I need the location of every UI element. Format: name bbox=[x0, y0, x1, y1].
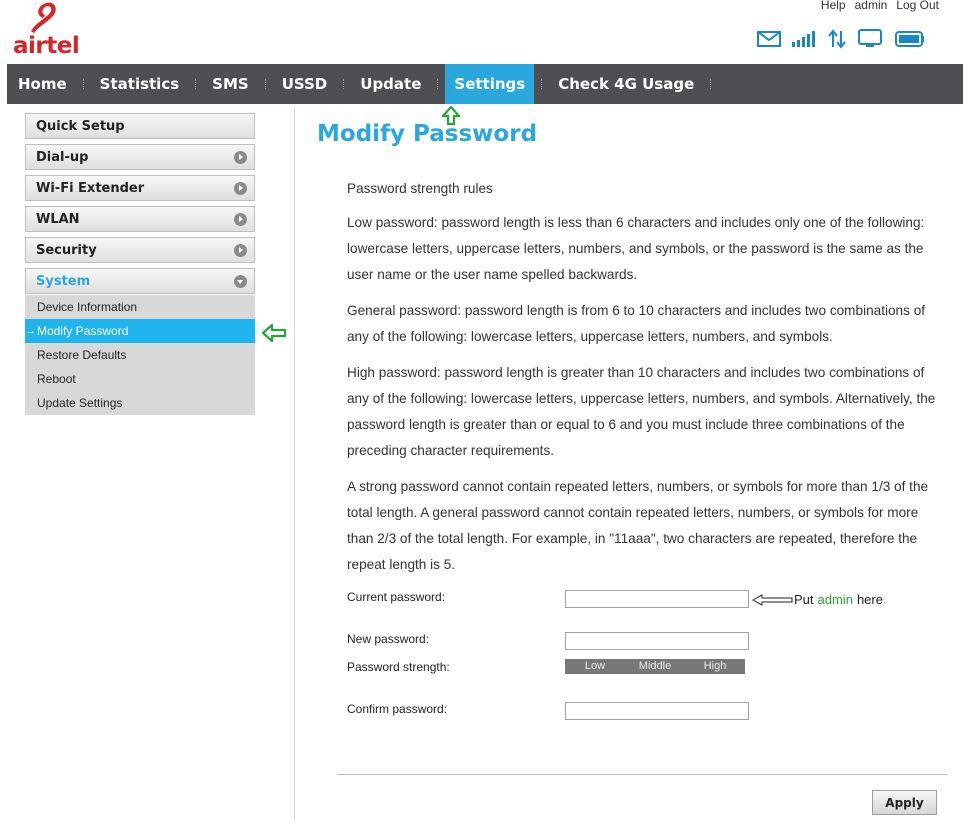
password-strength-meter bbox=[565, 659, 745, 674]
rule-high: High password: password length is greater than 10 characters and includes two combinations of any of the following: lowercase letters, uppercase letters, numbers, and symbols. Alternatively, the password length is greater than or equal to 6 and you must include three combinations of the preceding character requirements. bbox=[347, 365, 936, 458]
help-link[interactable]: Help bbox=[820, 0, 846, 12]
submenu-label: Modify Password bbox=[37, 324, 129, 338]
strength-low: Low bbox=[584, 660, 606, 672]
vertical-divider bbox=[294, 108, 295, 820]
sidebar-item-wlan[interactable] bbox=[25, 206, 255, 232]
signal-icon bbox=[791, 30, 817, 48]
sidebar-item-label: Dial-up bbox=[36, 149, 89, 165]
nav-settings[interactable]: Settings bbox=[445, 64, 534, 104]
nav-separator bbox=[83, 79, 84, 89]
confirm-password-input[interactable] bbox=[565, 702, 749, 720]
battery-icon bbox=[895, 30, 925, 48]
username-label: admin bbox=[854, 0, 888, 12]
sidebar-item-label: Security bbox=[36, 242, 97, 258]
mail-icon[interactable] bbox=[757, 30, 781, 48]
nav-separator bbox=[437, 79, 438, 89]
expand-arrow-icon bbox=[234, 151, 247, 164]
sidebar-item-security[interactable] bbox=[25, 237, 255, 263]
page-title: Modify Password bbox=[317, 121, 538, 147]
nav-sms[interactable]: SMS bbox=[212, 75, 249, 93]
top-links bbox=[821, 0, 939, 12]
new-password-input[interactable] bbox=[565, 632, 749, 650]
confirm-password-label: Confirm password: bbox=[347, 702, 448, 716]
current-password-input[interactable] bbox=[565, 590, 749, 608]
nav-statistics[interactable]: Statistics bbox=[99, 75, 180, 93]
password-rules bbox=[347, 176, 947, 588]
nav-separator bbox=[265, 79, 266, 89]
nav-separator bbox=[195, 79, 196, 89]
expand-arrow-icon bbox=[234, 182, 247, 195]
current-password-label: Current password: bbox=[347, 590, 446, 604]
nav-ussd[interactable]: USSD bbox=[281, 75, 328, 93]
apply-button[interactable]: Apply bbox=[872, 790, 937, 815]
main-nav bbox=[7, 64, 963, 104]
new-password-label: New password: bbox=[347, 632, 430, 646]
sidebar-item-label: WLAN bbox=[36, 211, 80, 227]
expand-arrow-icon bbox=[234, 244, 247, 257]
submenu-update-settings[interactable]: Update Settings bbox=[37, 396, 123, 410]
data-transfer-icon bbox=[827, 29, 847, 49]
nav-check-4g-usage[interactable]: Check 4G Usage bbox=[558, 75, 695, 93]
sidebar-item-wifi-extender[interactable] bbox=[25, 175, 255, 201]
annotation-here: here bbox=[856, 592, 883, 607]
strength-middle: Middle bbox=[638, 660, 672, 672]
sidebar-item-label: System bbox=[36, 273, 91, 289]
sidebar-item-label: Wi-Fi Extender bbox=[36, 180, 145, 196]
sidebar-item-label: Quick Setup bbox=[36, 118, 125, 134]
rule-repeat: A strong password cannot contain repeated letters, numbers, or symbols for more than 1/3 of the total length. A general password cannot contain repeated letters, numbers, or symbols for more than 2/3 of the total length. For example, in "11aaa", two characters are repeated, therefore the repeat length is 5. bbox=[347, 479, 929, 572]
airtel-logo-text: airtel bbox=[13, 33, 80, 59]
sidebar-item-quick-setup[interactable] bbox=[25, 113, 255, 139]
system-submenu bbox=[25, 295, 255, 415]
nav-separator bbox=[710, 79, 711, 89]
sidebar-item-dial-up[interactable] bbox=[25, 144, 255, 170]
rule-low: Low password: password length is less than 6 characters and includes only one of the following: lowercase letters, uppercase letters, numbers, and symbols, or the password is the same as the user name or the user name spelled backwards. bbox=[347, 215, 925, 282]
airtel-logo-icon bbox=[30, 1, 60, 35]
collapse-arrow-icon bbox=[234, 275, 247, 288]
submenu-modify-password[interactable] bbox=[25, 319, 255, 343]
outline-left-arrow-icon bbox=[752, 594, 794, 606]
sidebar-item-system[interactable] bbox=[25, 268, 255, 294]
logout-link[interactable]: Log Out bbox=[896, 0, 939, 12]
computer-icon bbox=[857, 29, 885, 49]
submenu-restore-defaults[interactable]: Restore Defaults bbox=[37, 348, 127, 362]
annotation-put: Put bbox=[794, 592, 814, 607]
nav-home[interactable]: Home bbox=[18, 75, 67, 93]
rules-heading: Password strength rules bbox=[347, 181, 493, 196]
rule-general: General password: password length is from 6 to 10 characters and includes two combinations of any of the following: lowercase letters, uppercase letters, numbers, and symbols. bbox=[347, 303, 926, 344]
green-left-arrow-icon bbox=[261, 322, 287, 344]
password-strength-label: Password strength: bbox=[347, 660, 450, 674]
expand-arrow-icon bbox=[234, 213, 247, 226]
strength-high: High bbox=[703, 660, 727, 672]
status-icons bbox=[757, 29, 925, 49]
arrow-bullet-icon: → bbox=[25, 325, 36, 337]
form-divider bbox=[337, 774, 947, 775]
annotation-admin: admin bbox=[817, 592, 853, 607]
submenu-device-information[interactable]: Device Information bbox=[37, 300, 138, 314]
submenu-reboot[interactable]: Reboot bbox=[37, 372, 76, 386]
annotation-note bbox=[752, 592, 883, 607]
nav-separator bbox=[541, 79, 542, 89]
nav-separator bbox=[343, 79, 344, 89]
nav-update[interactable]: Update bbox=[360, 75, 422, 93]
